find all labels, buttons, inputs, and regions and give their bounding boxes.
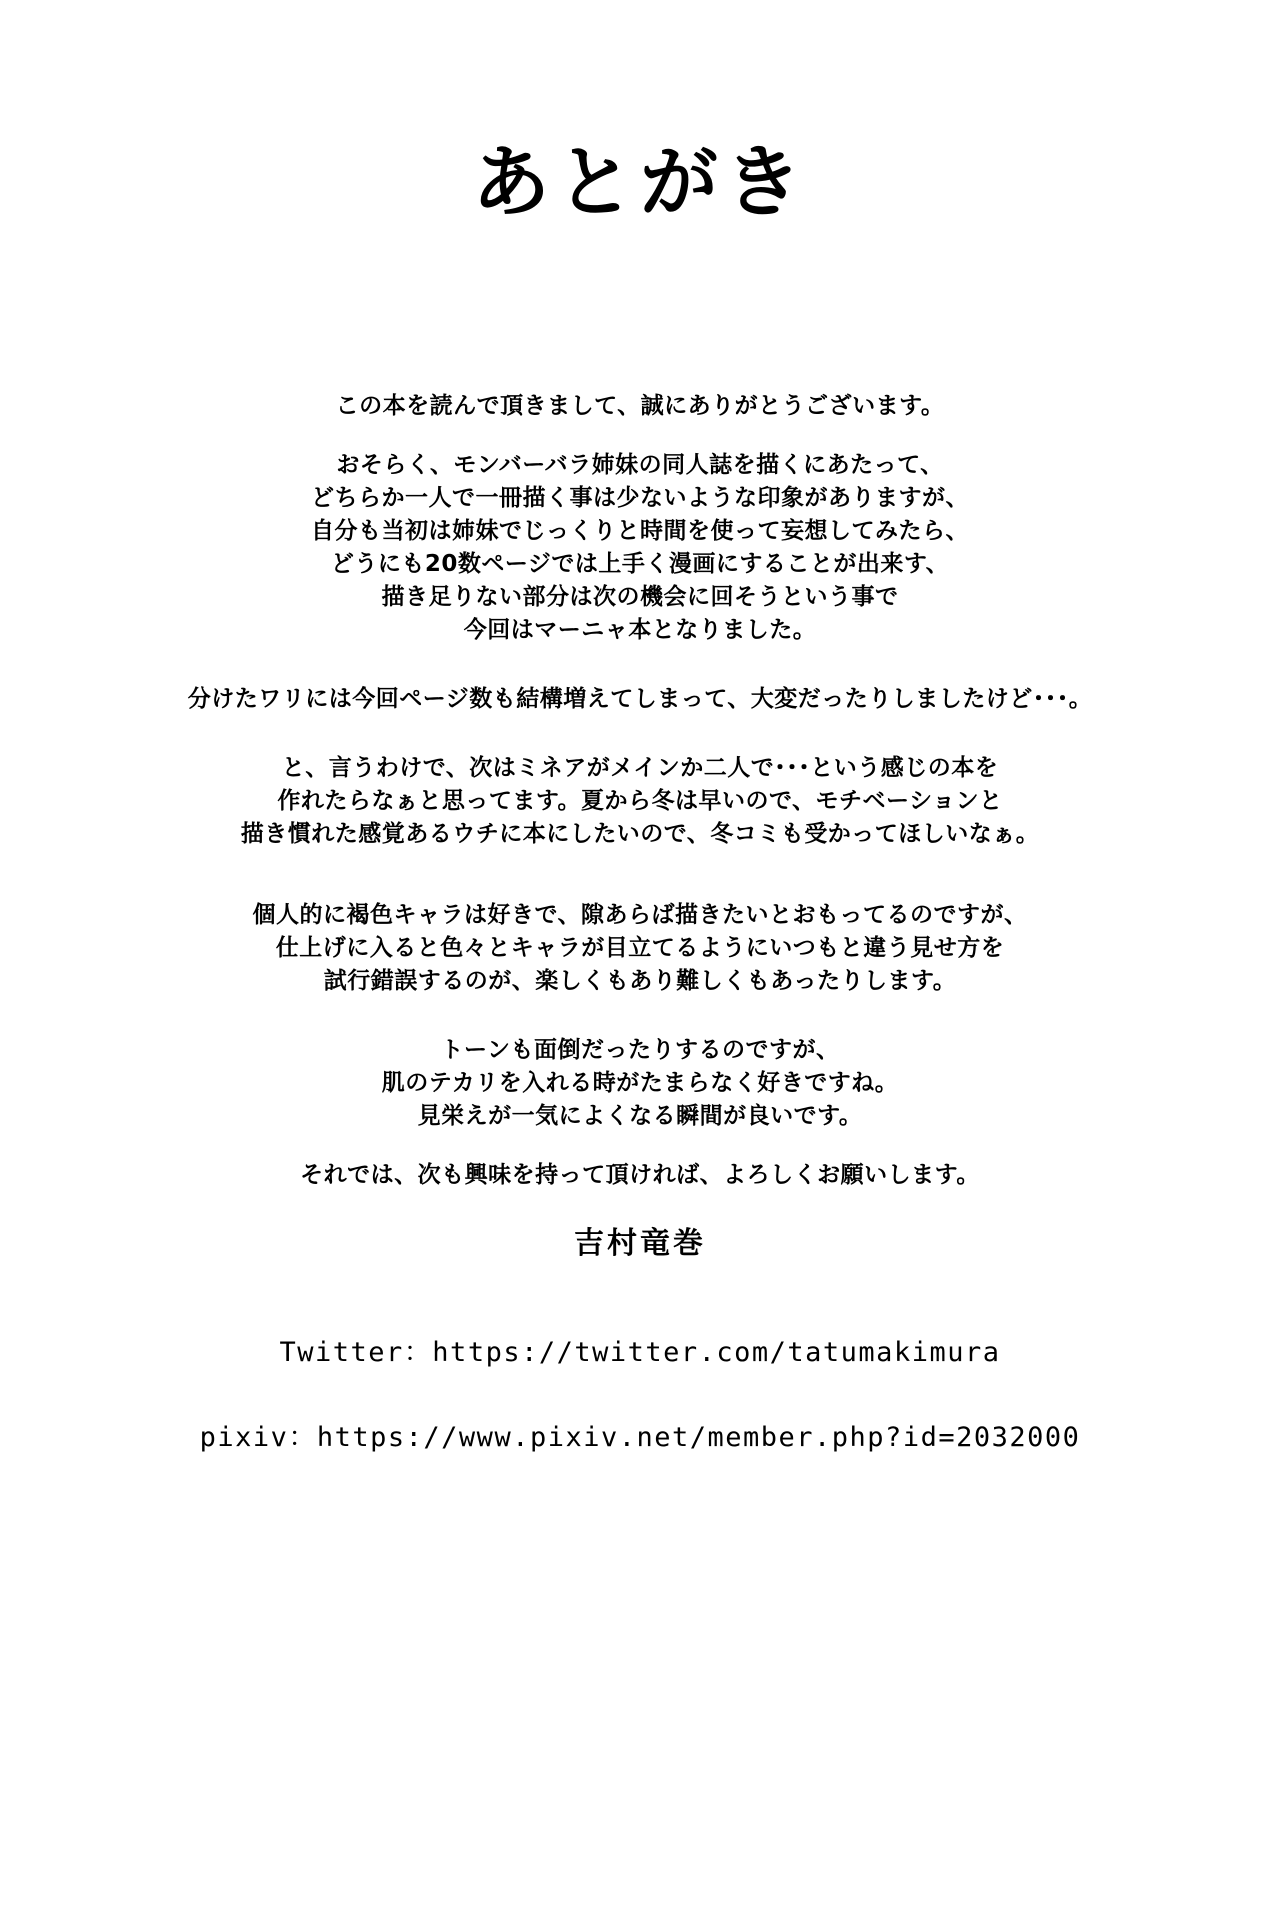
paragraph-line: 試行錯誤するのが、楽しくもあり難しくもあったりします。 [323, 968, 957, 994]
paragraph-about-book [0, 449, 1280, 647]
spacer [0, 1024, 1280, 1034]
paragraph-closing [0, 1159, 1280, 1192]
paragraph-page-count [0, 683, 1280, 716]
paragraph-line: 描き慣れた感覚あるウチに本にしたいので、冬コミも受かってほしいなぁ。 [240, 821, 1040, 847]
paragraph-line: 個人的に褐色キャラは好きで、隙あらば描きたいとおもってるのですが、 [252, 902, 1028, 928]
paragraph-line: 見栄えが一気によくなる瞬間が良いです。 [417, 1103, 863, 1129]
spacer [0, 742, 1280, 752]
pixiv-link[interactable]: pixiv：https://www.pixiv.net/member.php?id=2032000 [199, 1422, 1081, 1453]
paragraph-next-book [0, 752, 1280, 851]
paragraph-line: と、言うわけで、次はミネアがメインか二人で･･･という感じの本を [281, 755, 999, 781]
paragraph-line: 分けたワリには今回ページ数も結構増えてしまって、大変だったりしましたけど･･･。 [187, 686, 1093, 712]
paragraph-tan-characters [0, 899, 1280, 998]
twitter-link[interactable]: Twitter：https://twitter.com/tatumakimura [279, 1337, 1001, 1368]
author-signature: 吉村竜巻 [574, 1226, 706, 1261]
paragraph-line: どちらか一人で一冊描く事は少ないような印象がありますが、 [311, 485, 969, 511]
spacer [0, 673, 1280, 683]
page-title: あとがき [471, 138, 808, 228]
paragraph-tone-work [0, 1034, 1280, 1133]
paragraph-line: 今回はマーニャ本となりました。 [463, 617, 817, 643]
paragraph-line: 自分も当初は姉妹でじっくりと時間を使って妄想してみたら、 [311, 518, 969, 544]
paragraph-line: この本を読んで頂きまして、誠にありがとうございます。 [335, 393, 945, 419]
paragraph-line: それでは、次も興味を持って頂ければ、よろしくお願いします。 [300, 1162, 980, 1188]
paragraph-line: 肌のテカリを入れる時がたまらなく好きですね。 [381, 1070, 899, 1096]
paragraph-line: トーンも面倒だったりするのですが、 [440, 1037, 840, 1063]
afterword-body [0, 390, 1280, 1262]
paragraph-line: 仕上げに入ると色々とキャラが目立てるようにいつもと違う見せ方を [275, 935, 1005, 961]
paragraph-line: 描き足りない部分は次の機会に回そうという事で [381, 584, 899, 610]
paragraph-thanks [0, 390, 1280, 423]
spacer [0, 877, 1280, 899]
paragraph-line: どうにも20数ページでは上手く漫画にすることが出来す、 [330, 551, 950, 577]
paragraph-line: 作れたらなぁと思ってます。夏から冬は早いので、モチベーションと [277, 788, 1003, 814]
links-block [0, 1330, 1280, 1500]
paragraph-line: おそらく、モンバーバラ姉妹の同人誌を描くにあたって、 [336, 452, 944, 478]
